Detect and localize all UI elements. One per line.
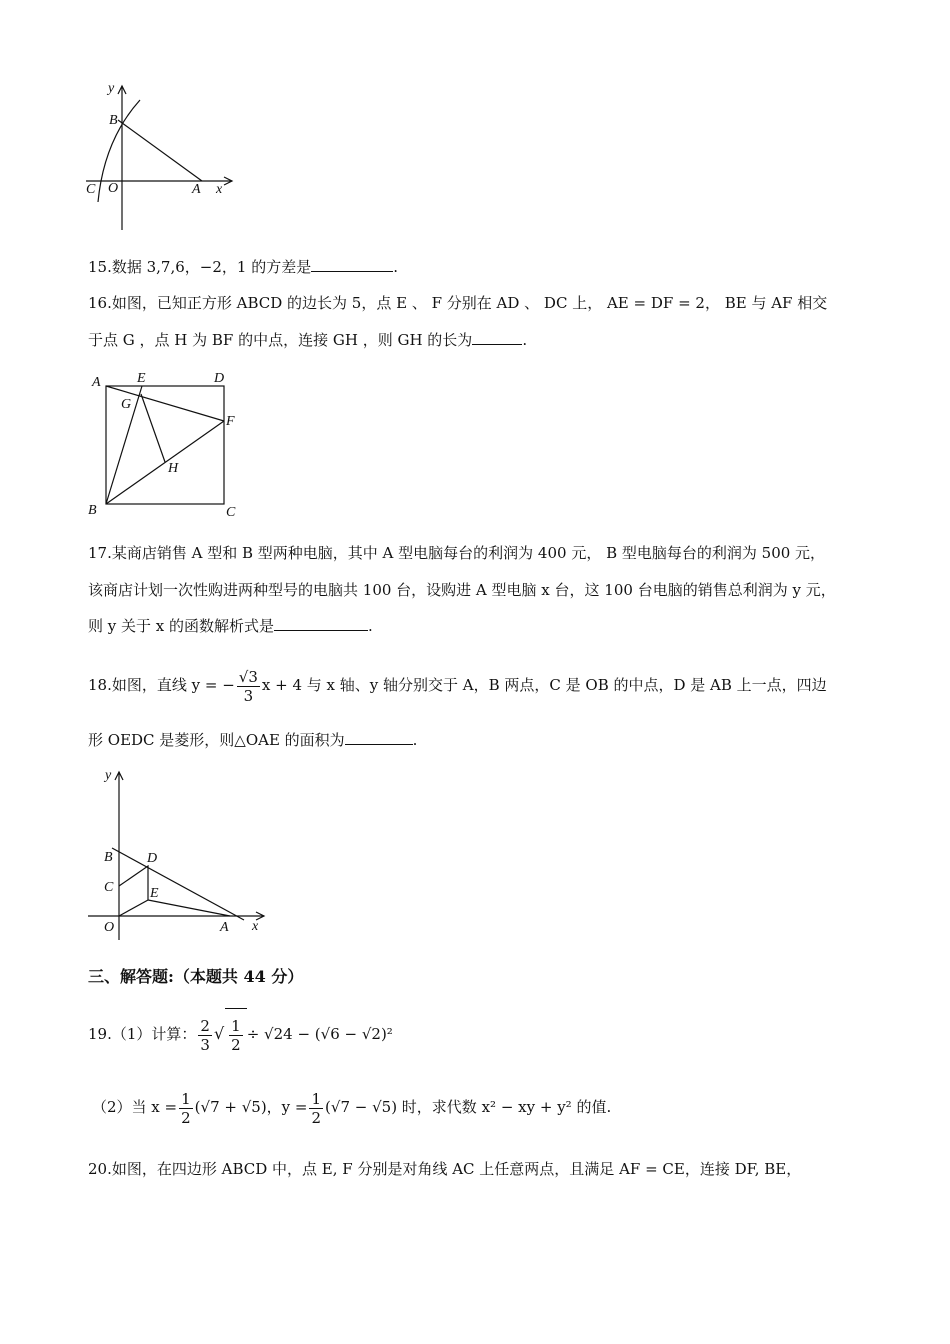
figure-18: [84, 764, 274, 944]
q19-p2-fraction-2: [309, 1090, 323, 1127]
q15-end: .: [393, 258, 398, 276]
question-18-line-2: [88, 729, 417, 751]
q19-p2-fraction-1: [179, 1090, 193, 1127]
fig16-label-d: D: [214, 371, 225, 386]
fig18-label-d: D: [147, 851, 158, 866]
q16-end: .: [522, 331, 528, 349]
q19-p2-mid1: (√7 + √5)，y =: [194, 1098, 308, 1116]
q16-answer-blank[interactable]: [472, 329, 522, 345]
q19-p1-fraction: [198, 1017, 212, 1054]
q17-line1: 17.某商店销售 A 型和 B 型两种电脑，其中 A 型电脑每台的利润为 400 元， B 型电脑每台的利润为 500 元，: [88, 544, 826, 562]
fig14-label-x: x: [216, 182, 223, 197]
q16-line2: 于点 G ，点 H 为 BF 的中点，连接 GH ，则 GH 的长为: [88, 331, 473, 349]
q18-fraction: [237, 668, 260, 705]
figure-16: [84, 366, 244, 524]
q18-line2: 形 OEDC 是菱形，则△OAE 的面积为: [88, 731, 345, 749]
section-3-heading: 三、解答题:（本题共 44 分）: [88, 967, 304, 986]
q19-p1-inner-fraction: [229, 1017, 243, 1054]
fig16-label-a: A: [92, 375, 101, 390]
q19-p1-inner-den: 2: [231, 1035, 241, 1054]
fig18-label-x: x: [252, 919, 259, 934]
fig16-label-g: G: [121, 397, 132, 412]
q15-text: 15.数据 3,7,6，−2，1 的方差是: [88, 258, 312, 276]
q19-p2-prefix: （2）当 x =: [92, 1098, 178, 1116]
fig18-label-a: A: [220, 920, 229, 935]
fig18-label-b: B: [104, 850, 113, 865]
fig14-label-o: O: [108, 181, 119, 196]
question-20: [88, 1158, 801, 1180]
q18-prefix: 18.如图，直线 y = −: [88, 676, 235, 694]
figure-14: [82, 80, 242, 240]
q19-p1-inner-num: 1: [231, 1016, 241, 1035]
fig16-label-h: H: [168, 461, 179, 476]
q19-p1-frac-num: 2: [200, 1016, 210, 1035]
q18-suffix: x + 4 与 x 轴、y 轴分别交于 A，B 两点，C 是 OB 的中点，D 是 AB 上一点，四边: [261, 676, 827, 694]
question-16-line-1: [88, 292, 827, 314]
fig18-label-c: C: [104, 880, 114, 895]
fig14-label-a: A: [192, 182, 201, 197]
fig18-label-y: y: [105, 768, 112, 783]
fig18-label-o: O: [104, 920, 115, 935]
q19-p1-prefix: 19.（1）计算：: [88, 1025, 197, 1043]
q19-p1-rest: ÷ √24 − (√6 − √2)²: [246, 1025, 393, 1043]
q18-frac-num: √3: [238, 667, 258, 686]
q15-answer-blank[interactable]: [311, 256, 393, 272]
q17-line3: 则 y 关于 x 的函数解析式是: [88, 617, 275, 635]
q17-answer-blank[interactable]: [274, 615, 368, 631]
q19-p1-radical-sign: √: [213, 1024, 225, 1043]
fig16-label-f: F: [226, 414, 235, 429]
fig14-label-y: y: [108, 81, 115, 96]
fig14-label-b: B: [109, 113, 118, 128]
q19-p1-frac-den: 3: [200, 1035, 210, 1054]
question-16-line-2: [88, 329, 527, 351]
fig18-label-e: E: [150, 886, 159, 901]
question-19-part-2: [92, 1082, 611, 1132]
question-17-line-3: [88, 615, 373, 637]
fig16-label-c: C: [226, 505, 236, 520]
q18-answer-blank[interactable]: [345, 729, 413, 745]
q19-p2-frac2-num: 1: [311, 1089, 322, 1108]
question-18-line-1: [88, 663, 827, 707]
fig16-label-e: E: [137, 371, 146, 386]
question-15: [88, 256, 398, 278]
q17-line2: 该商店计划一次性购进两种型号的电脑共 100 台，设购进 A 型电脑 x 台，这 100 台电脑的销售总利润为 y 元，: [88, 581, 836, 599]
q19-p1-radicand: [225, 1008, 247, 1059]
q18-end: .: [412, 731, 418, 749]
q19-p2-frac1-num: 1: [181, 1089, 191, 1108]
question-17-line-2: [88, 579, 836, 601]
q19-p2-frac1-den: 2: [181, 1108, 191, 1127]
fig14-label-c: C: [86, 182, 96, 197]
fig16-label-b: B: [88, 503, 97, 518]
question-19-part-1: [88, 1008, 393, 1059]
question-17-line-1: [88, 542, 825, 564]
q17-end: .: [368, 617, 373, 635]
q19-p2-frac2-den: 2: [311, 1108, 322, 1127]
q18-frac-den: 3: [243, 686, 254, 705]
q19-p2-mid2: (√7 − √5) 时，求代数 x² − xy + y² 的值.: [325, 1098, 612, 1116]
q20-text: 20.如图，在四边形 ABCD 中，点 E, F 分别是对角线 AC 上任意两点，且满足 AF = CE，连接 DF, BE，: [88, 1160, 802, 1178]
q16-line1: 16.如图，已知正方形 ABCD 的边长为 5，点 E 、 F 分别在 AD 、 DC 上， AE = DF = 2， BE 与 AF 相交: [88, 294, 828, 312]
